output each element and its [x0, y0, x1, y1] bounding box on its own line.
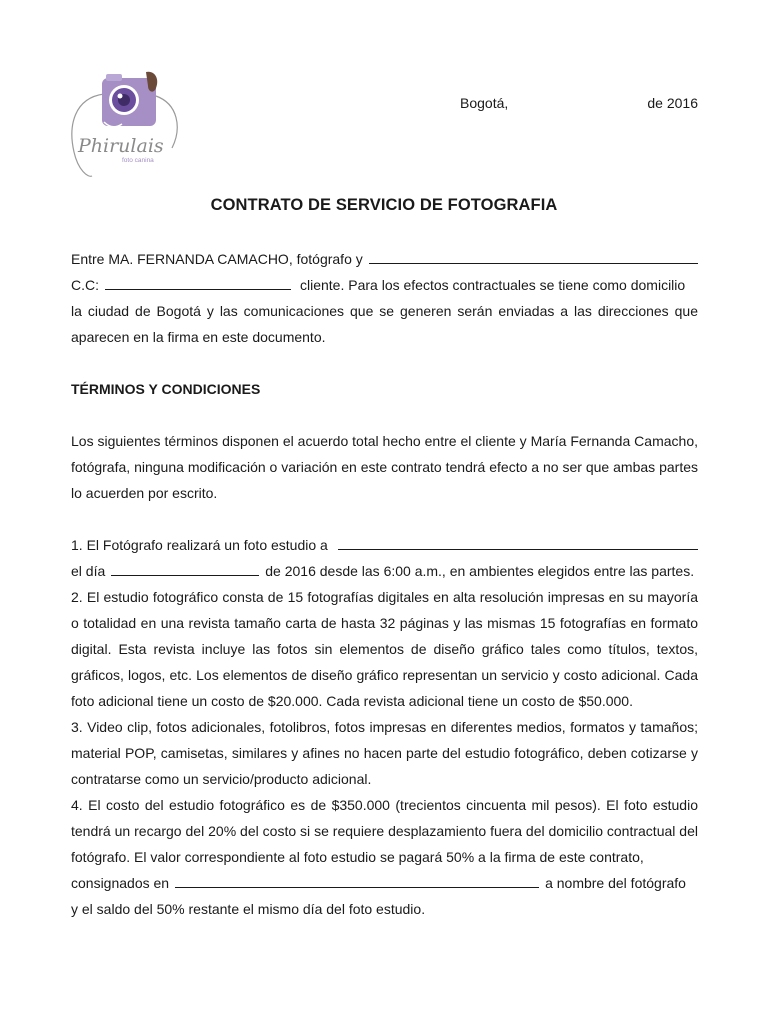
intro-party-text: Entre MA. FERNANDA CAMACHO, fotógrafo y	[71, 251, 363, 267]
clause-4: 4. El costo del estudio fotográfico es de $350.000 (trecientos cincuenta mil pesos). El foto estudio tendrá un recargo del 20% del costo si se requiere desplazamiento fuera del domicilio contractual del fotógrafo. El valor correspondiente al foto estudio se pagará 50% a la firma de este contrato,	[71, 797, 698, 865]
intro-line-1	[71, 246, 698, 272]
deposit-label: consignados en	[71, 875, 170, 891]
logo-wordmark: Phirulais	[78, 135, 164, 157]
intro-line-2	[71, 272, 698, 298]
intro-paragraph: la ciudad de Bogotá y las comunicaciones que se generen serán enviadas a las direcciones que aparecen en la firma en este documento.	[71, 303, 698, 345]
contract-body	[71, 246, 698, 922]
intro-domicile-text: cliente. Para los efectos contractuales se tiene como domicilio	[300, 277, 686, 293]
city-label: Bogotá,	[460, 95, 509, 111]
phirulais-logo	[64, 66, 184, 182]
clause-3: 3. Video clip, fotos adicionales, fotolibros, fotos impresas en diferentes medios, formatos y tamaños; material POP, camisetas, similares y afines no hacen parte del estudio fotográfico, deben cotizarse y contratarse como un servicio/producto adicional.	[71, 719, 698, 787]
clause-4-balance: y el saldo del 50% restante el mismo día del foto estudio.	[71, 901, 426, 917]
clause-2: 2. El estudio fotográfico consta de 15 fotografías digitales en alta resolución impresas en su mayoría o totalidad en una revista tamaño carta de hasta 32 páginas y las mismas 15 fotografías en formato digital. Esta revista incluye las fotos sin elementos de diseño gráfico tales como títulos, textos, gráficos, logos, etc. Los elementos de diseño gráfico representan un servicio y costo adicional. Cada foto adicional tiene un costo de $20.000. Cada revista adicional tiene un costo de $50.000.	[71, 589, 698, 709]
cc-number-blank[interactable]	[105, 272, 291, 290]
dateline	[460, 95, 698, 111]
date-blank[interactable]	[111, 558, 259, 576]
clause-1-text: 1. El Fotógrafo realizará un foto estudio a	[71, 537, 328, 553]
deposit-beneficiary-text: a nombre del fotógrafo	[545, 875, 686, 891]
clause-1-schedule-text: de 2016 desde las 6:00 a.m., en ambientes elegidos entre las partes.	[265, 563, 695, 579]
terms-intro-paragraph: Los siguientes términos disponen el acuerdo total hecho entre el cliente y María Fernanda Camacho, fotógrafa, ninguna modificación o variación en este contrato tendrá efecto a no ser que ambas partes lo acuerden por escrito.	[71, 433, 698, 501]
clause-4-deposit-line	[71, 870, 698, 896]
clause-1-line-1	[71, 532, 698, 558]
year-label: de 2016	[647, 95, 698, 111]
clause-1-line-2	[71, 558, 698, 584]
day-label: el día	[71, 563, 106, 579]
contract-title: CONTRATO DE SERVICIO DE FOTOGRAFIA	[210, 196, 558, 214]
terms-heading: TÉRMINOS Y CONDICIONES	[71, 381, 261, 397]
deposit-account-blank[interactable]	[175, 870, 539, 888]
studio-subject-blank[interactable]	[338, 532, 698, 550]
cc-label: C.C:	[71, 277, 99, 293]
logo-tagline: foto canina	[122, 157, 154, 164]
client-name-blank[interactable]	[369, 246, 698, 264]
